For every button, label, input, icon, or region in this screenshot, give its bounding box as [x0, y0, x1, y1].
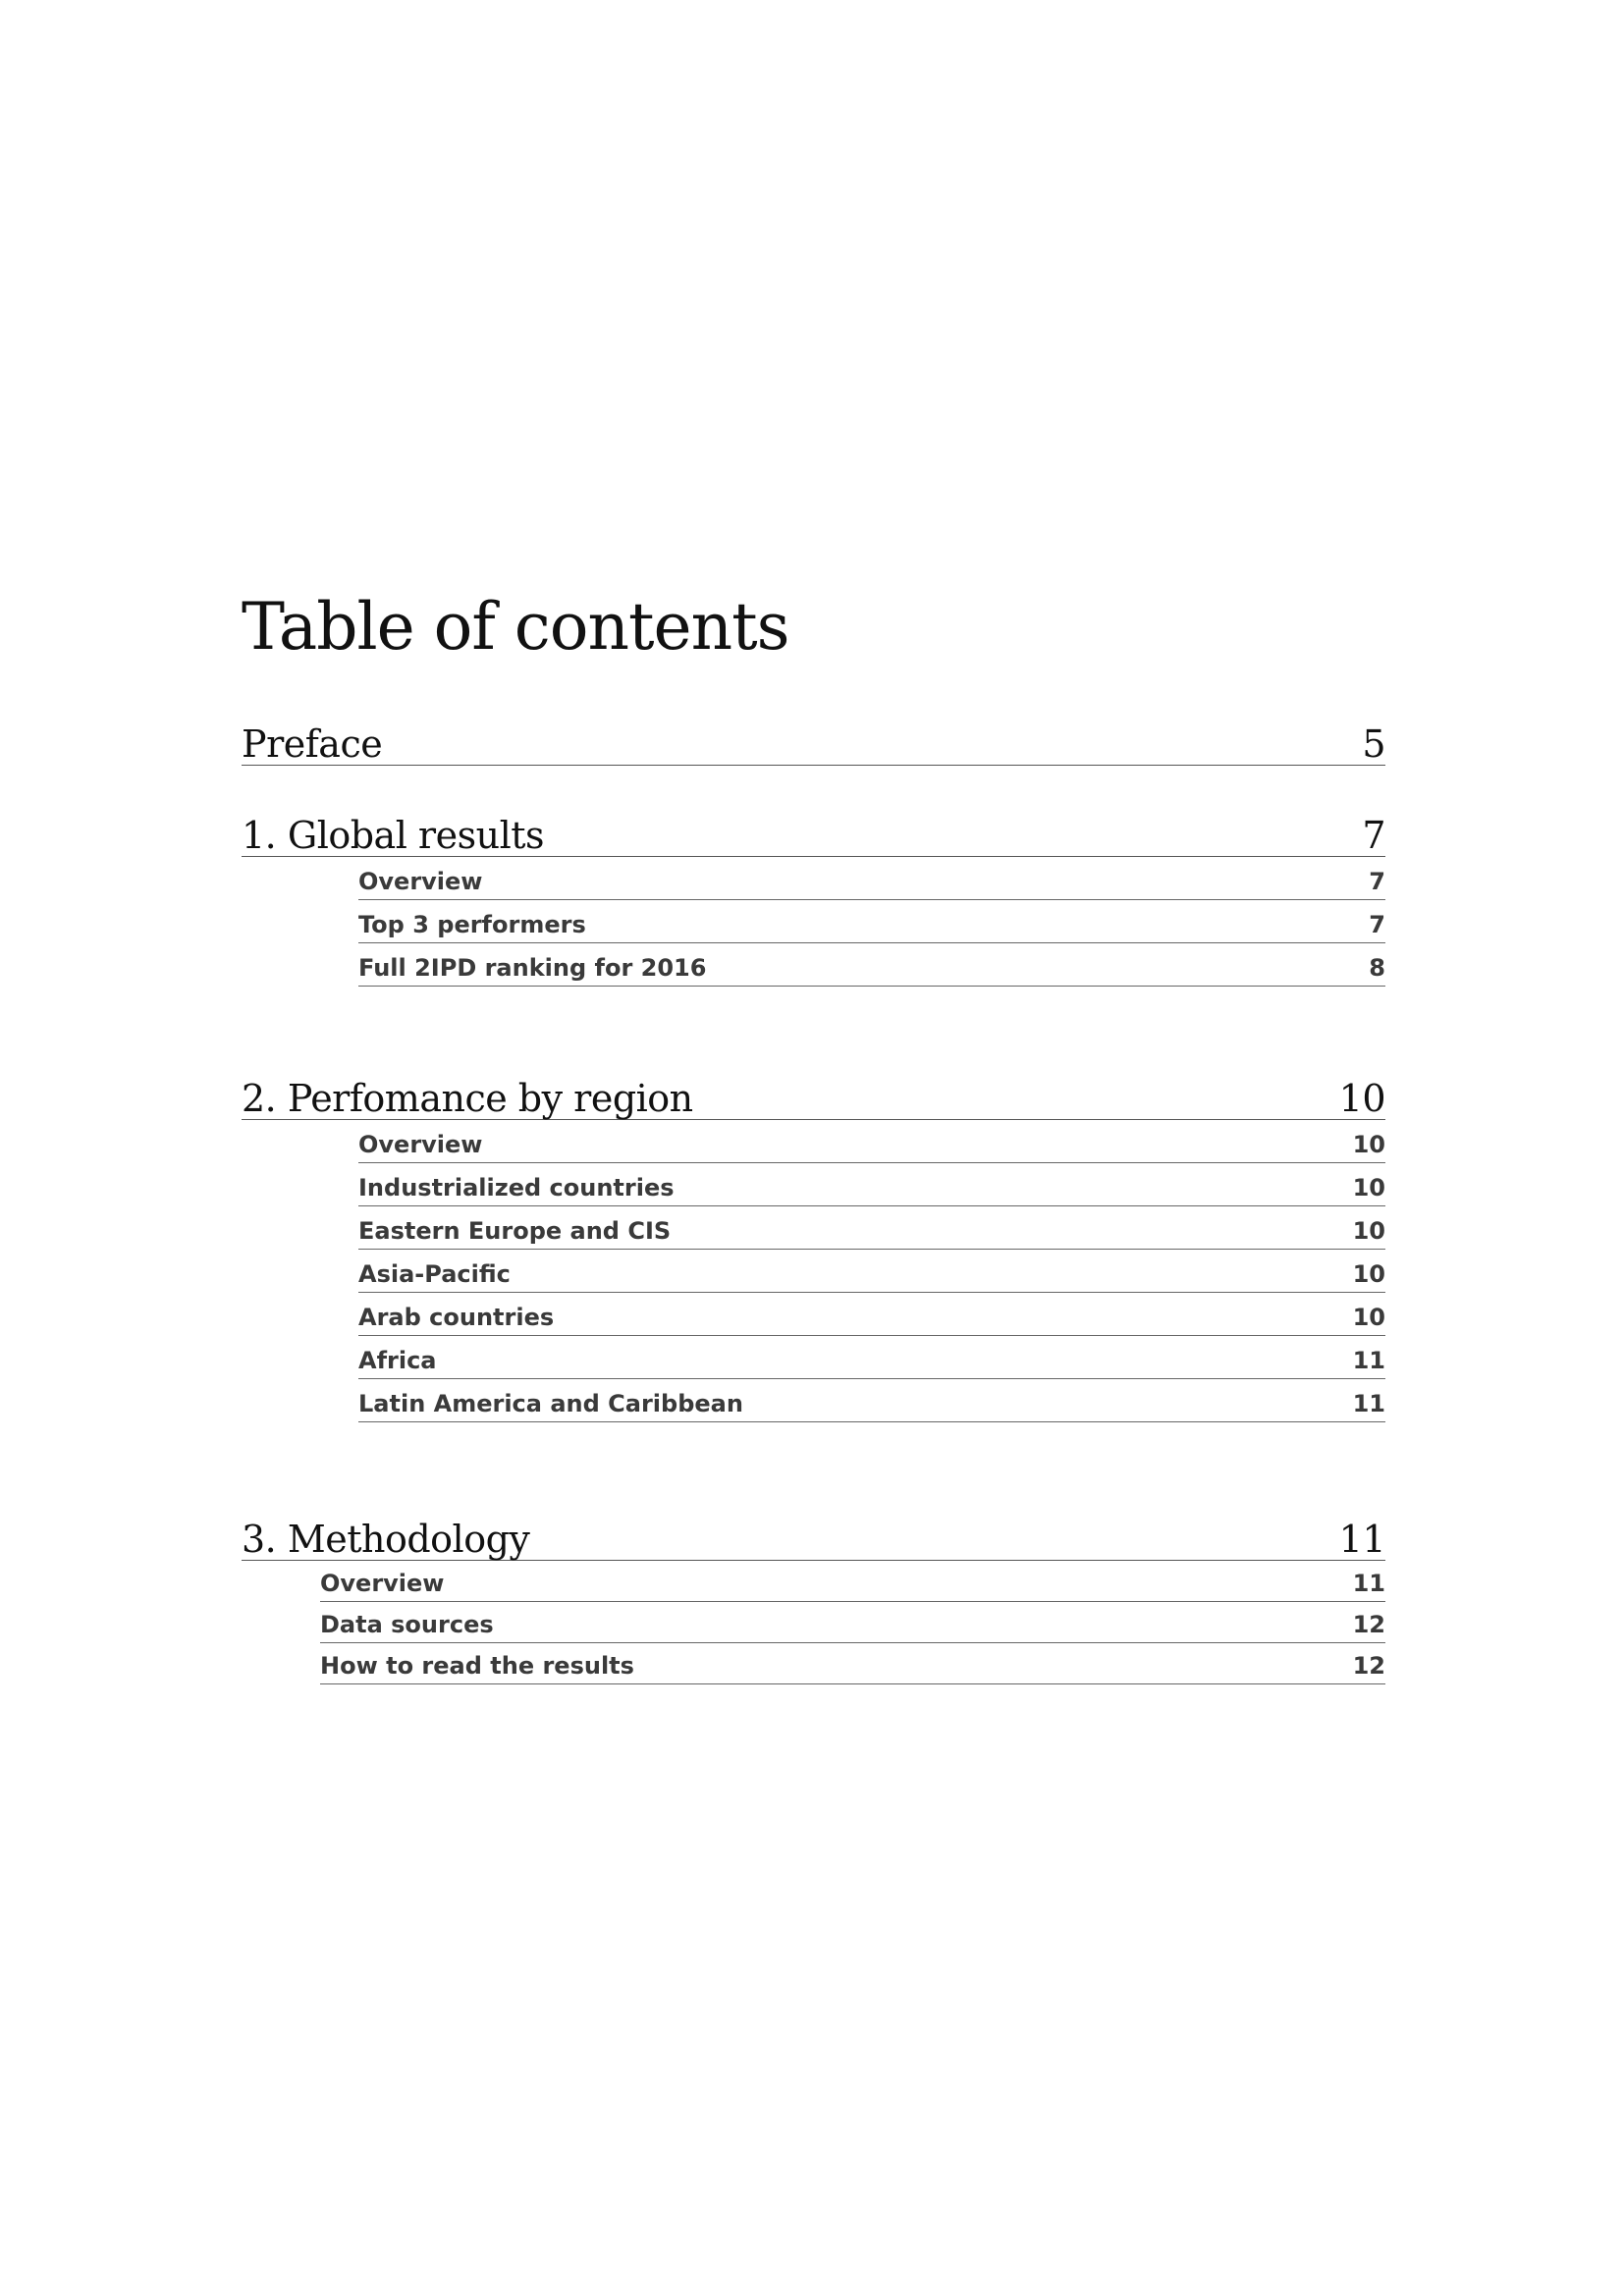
toc-sub-entry-page-number: 12: [1352, 1611, 1385, 1638]
toc-entry-label: Preface: [242, 722, 383, 766]
toc-sub-entry[interactable]: [358, 1163, 1385, 1206]
toc-sub-entry[interactable]: [358, 857, 1385, 900]
page-title: Table of contents: [242, 589, 789, 665]
toc-sub-entry-page-number: 10: [1352, 1217, 1385, 1245]
toc-sub-entry-label: Overview: [358, 1131, 483, 1158]
toc-sub-entry-label: Africa: [358, 1347, 437, 1374]
toc-section-preface: [242, 718, 1385, 766]
toc-sub-entry-page-number: 10: [1352, 1174, 1385, 1201]
toc-sub-entry-label: Eastern Europe and CIS: [358, 1217, 672, 1245]
toc-sub-entry-page-number: 10: [1352, 1304, 1385, 1331]
toc-sub-entry-label: Asia-Pacific: [358, 1260, 511, 1288]
toc-entry-page-number: 7: [1362, 814, 1385, 857]
toc-section-global-results: [242, 809, 1385, 987]
toc-entry-label: 3. Methodology: [242, 1518, 530, 1561]
toc-sub-entry[interactable]: [358, 1206, 1385, 1250]
toc-sub-entry-label: How to read the results: [320, 1652, 634, 1680]
toc-sub-entry-page-number: 12: [1352, 1652, 1385, 1680]
toc-sub-entry-label: Data sources: [320, 1611, 494, 1638]
toc-sub-entry[interactable]: [358, 900, 1385, 943]
toc-section-methodology: [242, 1513, 1385, 1684]
toc-sub-entry[interactable]: [320, 1561, 1385, 1602]
toc-sub-entry-page-number: 11: [1352, 1570, 1385, 1597]
toc-sub-entry-label: Industrialized countries: [358, 1174, 675, 1201]
toc-sub-entry[interactable]: [358, 943, 1385, 987]
toc-entry-preface[interactable]: [242, 718, 1385, 766]
toc-sub-entry[interactable]: [358, 1250, 1385, 1293]
toc-sub-entry-page-number: 11: [1352, 1347, 1385, 1374]
toc-entry-performance-by-region[interactable]: [242, 1072, 1385, 1120]
toc-sub-list: [358, 1120, 1385, 1422]
toc-entry-label: 2. Perfomance by region: [242, 1077, 693, 1120]
toc-entry-page-number: 11: [1338, 1518, 1385, 1561]
toc-sub-entry[interactable]: [358, 1120, 1385, 1163]
toc-sub-entry-label: Full 2IPD ranking for 2016: [358, 954, 707, 982]
toc-section-performance-by-region: [242, 1072, 1385, 1422]
toc-sub-entry-label: Top 3 performers: [358, 911, 586, 938]
toc-sub-list: [320, 1561, 1385, 1684]
toc-entry-methodology[interactable]: [242, 1513, 1385, 1561]
toc-sub-entry-page-number: 10: [1352, 1131, 1385, 1158]
toc-sub-entry-page-number: 7: [1369, 911, 1385, 938]
toc-sub-entry-label: Arab countries: [358, 1304, 555, 1331]
toc-entry-label: 1. Global results: [242, 814, 544, 857]
toc-sub-entry[interactable]: [320, 1643, 1385, 1684]
toc-sub-entry[interactable]: [358, 1379, 1385, 1422]
toc-sub-entry[interactable]: [358, 1293, 1385, 1336]
toc-sub-entry[interactable]: [358, 1336, 1385, 1379]
toc-sub-entry-page-number: 8: [1369, 954, 1385, 982]
toc-sub-entry-page-number: 11: [1352, 1390, 1385, 1417]
toc-entry-global-results[interactable]: [242, 809, 1385, 857]
toc-sub-entry-label: Overview: [358, 868, 483, 895]
toc-sub-entry-page-number: 10: [1352, 1260, 1385, 1288]
toc-sub-entry-label: Overview: [320, 1570, 445, 1597]
toc-sub-entry-label: Latin America and Caribbean: [358, 1390, 743, 1417]
toc-entry-page-number: 5: [1362, 722, 1385, 766]
toc-sub-list: [358, 857, 1385, 987]
toc-entry-page-number: 10: [1338, 1077, 1385, 1120]
toc-sub-entry-page-number: 7: [1369, 868, 1385, 895]
toc-sub-entry[interactable]: [320, 1602, 1385, 1643]
